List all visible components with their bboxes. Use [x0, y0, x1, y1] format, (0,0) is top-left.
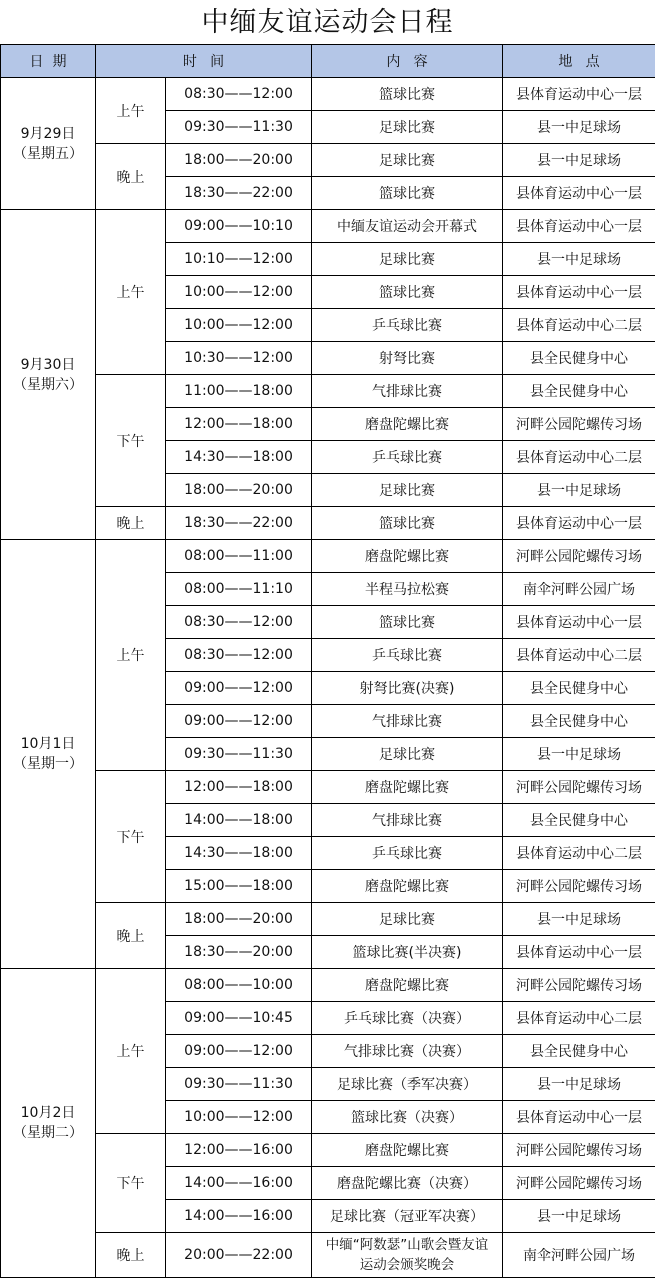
table-row	[1, 144, 655, 177]
event-cell: 磨盘陀螺比赛	[312, 1134, 503, 1167]
venue-cell: 河畔公园陀螺传习场	[503, 1134, 655, 1167]
time-cell: 08:00——11:00	[166, 540, 312, 573]
period-cell: 上午	[96, 540, 166, 771]
event-cell: 足球比赛	[312, 738, 503, 771]
venue-cell: 县体育运动中心一层	[503, 210, 655, 243]
time-cell: 18:30——22:00	[166, 177, 312, 210]
venue-cell: 南伞河畔公园广场	[503, 1233, 655, 1278]
period-cell: 晚上	[96, 507, 166, 540]
venue-cell: 县体育运动中心一层	[503, 507, 655, 540]
time-cell: 12:00——18:00	[166, 771, 312, 804]
event-cell: 篮球比赛（决赛）	[312, 1101, 503, 1134]
header-time: 时 间	[96, 45, 312, 78]
time-cell: 08:30——12:00	[166, 606, 312, 639]
venue-cell: 县一中足球场	[503, 738, 655, 771]
period-cell: 上午	[96, 210, 166, 375]
venue-cell: 河畔公园陀螺传习场	[503, 408, 655, 441]
time-cell: 09:30——11:30	[166, 1068, 312, 1101]
venue-cell: 县体育运动中心二层	[503, 441, 655, 474]
date-cell	[1, 78, 96, 210]
venue-cell: 县全民健身中心	[503, 342, 655, 375]
table-row	[1, 78, 655, 111]
event-cell: 篮球比赛	[312, 177, 503, 210]
event-cell: 磨盘陀螺比赛	[312, 408, 503, 441]
time-cell: 10:00——12:00	[166, 1101, 312, 1134]
time-cell: 08:30——12:00	[166, 639, 312, 672]
time-cell: 09:00——12:00	[166, 705, 312, 738]
header-venue: 地 点	[503, 45, 655, 78]
date-label: 10月2日	[20, 1105, 76, 1121]
time-cell: 12:00——18:00	[166, 408, 312, 441]
venue-cell: 县体育运动中心一层	[503, 1101, 655, 1134]
venue-cell: 县一中足球场	[503, 144, 655, 177]
event-cell: 篮球比赛	[312, 78, 503, 111]
weekday-label: （星期六）	[13, 376, 83, 393]
event-cell: 足球比赛	[312, 903, 503, 936]
venue-cell: 县体育运动中心二层	[503, 1002, 655, 1035]
venue-cell: 县全民健身中心	[503, 804, 655, 837]
event-cell: 磨盘陀螺比赛	[312, 969, 503, 1002]
venue-cell: 县体育运动中心一层	[503, 936, 655, 969]
date-cell	[1, 210, 96, 540]
event-cell: 足球比赛	[312, 474, 503, 507]
time-cell: 15:00——18:00	[166, 870, 312, 903]
event-cell: 足球比赛（季军决赛）	[312, 1068, 503, 1101]
venue-cell: 县全民健身中心	[503, 672, 655, 705]
time-cell: 10:00——12:00	[166, 276, 312, 309]
venue-cell: 县一中足球场	[503, 1068, 655, 1101]
table-row	[1, 210, 655, 243]
time-cell: 09:30——11:30	[166, 738, 312, 771]
time-cell: 09:30——11:30	[166, 111, 312, 144]
period-cell: 下午	[96, 1134, 166, 1233]
time-cell: 08:00——10:00	[166, 969, 312, 1002]
time-cell: 18:00——20:00	[166, 903, 312, 936]
date-cell	[1, 540, 96, 969]
date-label: 9月30日	[20, 356, 76, 373]
table-row	[1, 1233, 655, 1278]
event-cell: 磨盘陀螺比赛	[312, 870, 503, 903]
time-cell: 14:00——16:00	[166, 1167, 312, 1200]
venue-cell: 县一中足球场	[503, 1200, 655, 1233]
event-cell: 篮球比赛	[312, 507, 503, 540]
table-row	[1, 507, 655, 540]
event-cell: 气排球比赛	[312, 705, 503, 738]
period-cell: 晚上	[96, 1233, 166, 1278]
time-cell: 14:00——16:00	[166, 1200, 312, 1233]
event-cell: 篮球比赛(半决赛)	[312, 936, 503, 969]
venue-cell: 县体育运动中心一层	[503, 78, 655, 111]
header-date: 日 期	[1, 45, 96, 78]
period-cell: 晚上	[96, 903, 166, 969]
venue-cell: 河畔公园陀螺传习场	[503, 1167, 655, 1200]
header-event: 内 容	[312, 45, 503, 78]
weekday-label: （星期一）	[13, 756, 83, 772]
period-cell: 上午	[96, 78, 166, 144]
time-cell: 20:00——22:00	[166, 1233, 312, 1278]
venue-cell: 县全民健身中心	[503, 1035, 655, 1068]
period-cell: 下午	[96, 375, 166, 507]
schedule-table	[0, 44, 655, 1278]
venue-cell: 县体育运动中心一层	[503, 606, 655, 639]
event-cell: 磨盘陀螺比赛	[312, 771, 503, 804]
period-cell: 下午	[96, 771, 166, 903]
event-cell: 中缅“阿数瑟”山歌会暨友谊运动会颁奖晚会	[312, 1233, 503, 1278]
venue-cell: 河畔公园陀螺传习场	[503, 771, 655, 804]
event-cell: 气排球比赛	[312, 804, 503, 837]
time-cell: 14:30——18:00	[166, 441, 312, 474]
time-cell: 09:00——10:45	[166, 1002, 312, 1035]
event-cell: 篮球比赛	[312, 276, 503, 309]
time-cell: 18:00——20:00	[166, 144, 312, 177]
table-row	[1, 375, 655, 408]
event-cell: 气排球比赛	[312, 375, 503, 408]
period-cell: 晚上	[96, 144, 166, 210]
time-cell: 18:30——20:00	[166, 936, 312, 969]
period-cell: 上午	[96, 969, 166, 1134]
event-cell: 足球比赛	[312, 243, 503, 276]
date-cell	[1, 969, 96, 1278]
weekday-label: （星期二）	[13, 1125, 83, 1141]
venue-cell: 县一中足球场	[503, 474, 655, 507]
event-cell: 乒乓球比赛（决赛）	[312, 1002, 503, 1035]
time-cell: 10:10——12:00	[166, 243, 312, 276]
table-row	[1, 540, 655, 573]
venue-cell: 河畔公园陀螺传习场	[503, 540, 655, 573]
event-cell: 篮球比赛	[312, 606, 503, 639]
time-cell: 10:30——12:00	[166, 342, 312, 375]
time-cell: 10:00——12:00	[166, 309, 312, 342]
venue-cell: 县体育运动中心一层	[503, 177, 655, 210]
weekday-label: （星期五）	[13, 145, 83, 162]
date-label: 10月1日	[20, 736, 76, 752]
header-row	[1, 45, 655, 78]
time-cell: 09:00——12:00	[166, 672, 312, 705]
table-row	[1, 969, 655, 1002]
event-cell: 乒乓球比赛	[312, 837, 503, 870]
venue-cell: 县体育运动中心二层	[503, 837, 655, 870]
time-cell: 18:00——20:00	[166, 474, 312, 507]
event-cell: 射弩比赛	[312, 342, 503, 375]
event-cell: 乒乓球比赛	[312, 441, 503, 474]
time-cell: 08:00——11:10	[166, 573, 312, 606]
event-cell: 磨盘陀螺比赛	[312, 540, 503, 573]
time-cell: 14:30——18:00	[166, 837, 312, 870]
time-cell: 09:00——10:10	[166, 210, 312, 243]
venue-cell: 县全民健身中心	[503, 375, 655, 408]
time-cell: 08:30——12:00	[166, 78, 312, 111]
event-cell: 磨盘陀螺比赛（决赛）	[312, 1167, 503, 1200]
venue-cell: 县一中足球场	[503, 111, 655, 144]
event-cell: 足球比赛（冠亚军决赛）	[312, 1200, 503, 1233]
time-cell: 14:00——18:00	[166, 804, 312, 837]
event-cell: 足球比赛	[312, 144, 503, 177]
time-cell: 09:00——12:00	[166, 1035, 312, 1068]
event-cell: 射弩比赛(决赛)	[312, 672, 503, 705]
table-row	[1, 771, 655, 804]
venue-cell: 县一中足球场	[503, 243, 655, 276]
table-row	[1, 1134, 655, 1167]
venue-cell: 南伞河畔公园广场	[503, 573, 655, 606]
venue-cell: 河畔公园陀螺传习场	[503, 870, 655, 903]
time-cell: 18:30——22:00	[166, 507, 312, 540]
venue-cell: 县体育运动中心二层	[503, 309, 655, 342]
event-cell: 乒乓球比赛	[312, 309, 503, 342]
time-cell: 11:00——18:00	[166, 375, 312, 408]
table-row	[1, 903, 655, 936]
venue-cell: 县一中足球场	[503, 903, 655, 936]
time-cell: 12:00——16:00	[166, 1134, 312, 1167]
event-cell: 气排球比赛（决赛）	[312, 1035, 503, 1068]
event-cell: 半程马拉松赛	[312, 573, 503, 606]
schedule-body	[1, 78, 655, 1278]
event-cell: 乒乓球比赛	[312, 639, 503, 672]
venue-cell: 县全民健身中心	[503, 705, 655, 738]
event-cell: 足球比赛	[312, 111, 503, 144]
date-label: 9月29日	[20, 125, 76, 142]
venue-cell: 县体育运动中心二层	[503, 639, 655, 672]
event-cell: 中缅友谊运动会开幕式	[312, 210, 503, 243]
venue-cell: 县体育运动中心一层	[503, 276, 655, 309]
page-title: 中缅友谊运动会日程	[201, 7, 454, 38]
venue-cell: 河畔公园陀螺传习场	[503, 969, 655, 1002]
